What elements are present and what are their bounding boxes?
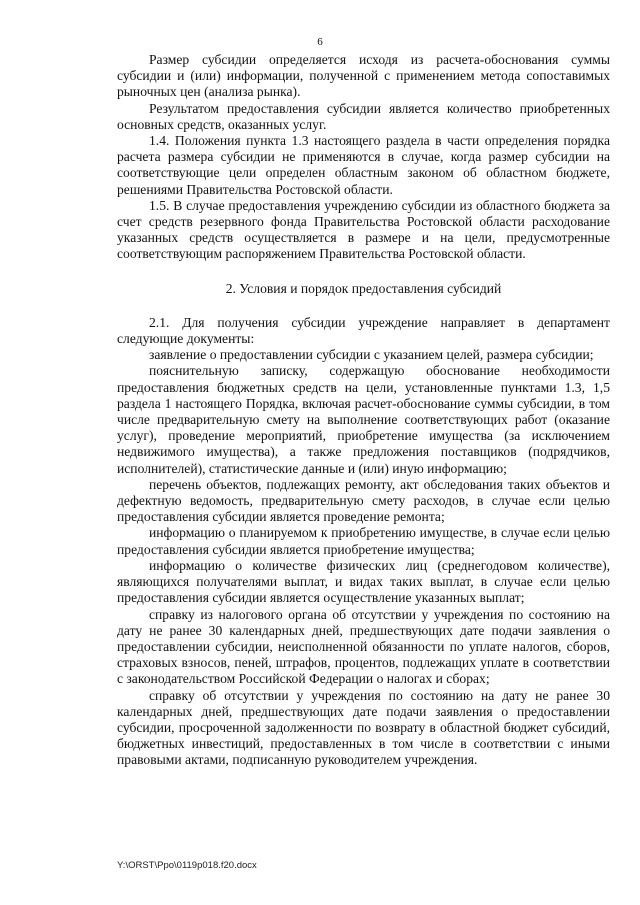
page-number: 6: [317, 36, 323, 48]
paragraph: Результатом предоставления субсидии является количество приобретенных основных средств, оказанных услуг.: [117, 100, 610, 132]
list-item: справку об отсутствии у учреждения по состоянию на дату не ранее 30 календарных дней, предшествующих дате подачи заявления о предоставлении субсидии, просроченной задолженности по возврату в областной бюджет субсидий, бюджетных инвестиций, предоставленных в том числе в соответствии с иными правовыми актами, подписанную руководителем учреждения.: [117, 687, 610, 768]
paragraph-1-5: 1.5. В случае предоставления учреждению субсидии из областного бюджета за счет средств резервного фонда Правительства Ростовской области расходование указанных средств осуществляется в размере и на цели, предусмотренные соответствующим распоряжением Правительства Ростовской области.: [117, 197, 610, 262]
list-item: справку из налогового органа об отсутствии у учреждения по состоянию на дату не ранее 30 календарных дней, предшествующих дате подачи заявления о предоставлении субсидии, неисполненной обязанности по уплате налогов, сборов, страховых взносов, пеней, штрафов, процентов, подлежащих уплате в соответствии с законодательством Российской Федерации о налогах и сборах;: [117, 606, 610, 687]
list-item: перечень объектов, подлежащих ремонту, акт обследования таких объектов и дефектную ведомость, предварительную смету расходов, в случае если целью предоставления субсидии является проведение ремонта;: [117, 476, 610, 525]
list-item: заявление о предоставлении субсидии с указанием целей, размера субсидии;: [149, 347, 594, 363]
list-item: информацию о количестве физических лиц (среднегодовом количестве), являющихся получателями выплат, и видах таких выплат, в случае если целью предоставления субсидии является осуществление указанных выплат;: [117, 557, 610, 606]
list-item: пояснительную записку, содержащую обоснование необходимости предоставления бюджетных средств на цели, установленные пунктами 1.3, 1,5 раздела 1 настоящего Порядка, включая расчет-обоснование суммы субсидии, в том числе предварительную смету на выполнение соответствующих работ (оказание услуг), проведение мероприятий, приобретение имущества (за исключением недвижимого имущества), а также предложения поставщиков (подрядчиков, исполнителей), статистические данные и (или) иную информацию;: [117, 363, 610, 476]
paragraph-1-4: 1.4. Положения пункта 1.3 настоящего раздела в части определения порядка расчета размера субсидии не применяются в случае, когда размер субсидии на соответствующие цели определен областным законом об областном бюджете, решениями Правительства Ростовской области.: [117, 133, 610, 197]
section-heading: 2. Условия и порядок предоставления субсидий: [225, 280, 502, 296]
paragraph-2-1: 2.1. Для получения субсидии учреждение направляет в департамент следующие документы:: [117, 314, 610, 347]
footer-file-path: Y:\ORST\Ppo\0119p018.f20.docx: [117, 860, 257, 871]
document-body: [117, 52, 610, 769]
list-item: информацию о планируемом к приобретению имуществе, в случае если целью предоставления субсидии является приобретение имущества;: [117, 525, 610, 557]
paragraph: Размер субсидии определяется исходя из расчета-обоснования суммы субсидии и (или) информации, полученной с применением метода сопоставимых рыночных цен (анализа рынка).: [117, 52, 610, 100]
